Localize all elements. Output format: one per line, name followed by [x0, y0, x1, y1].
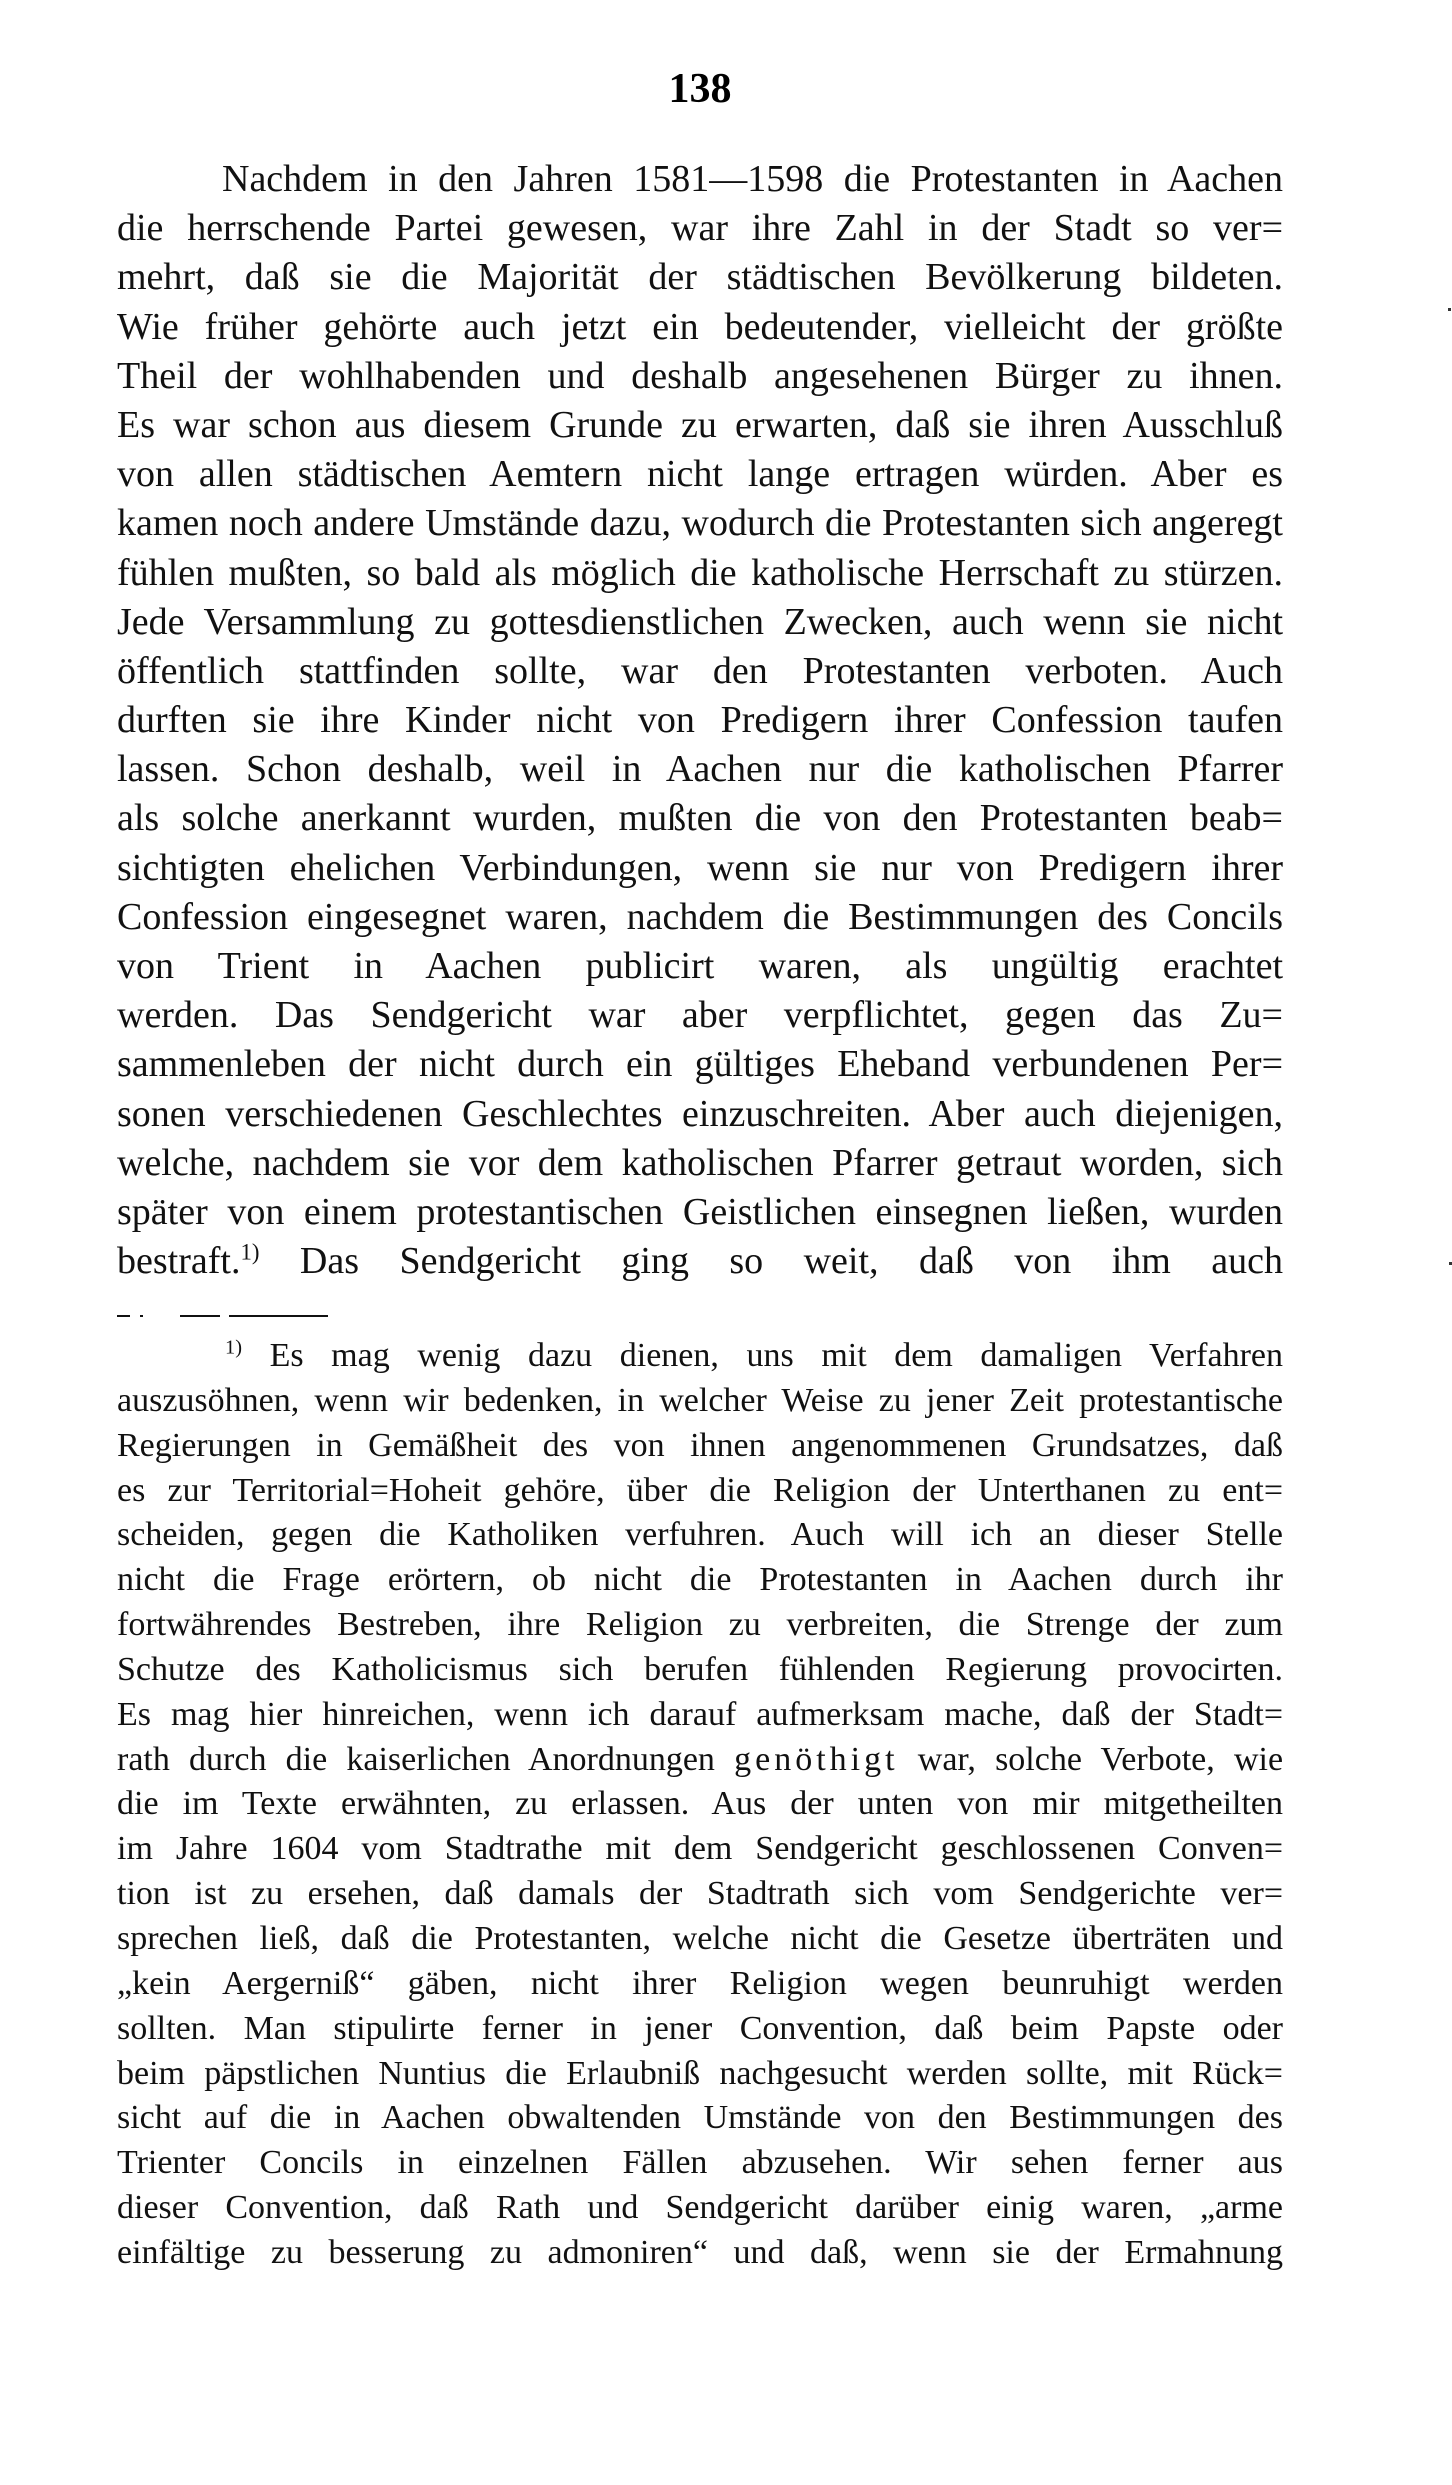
- footnote-line: einfältige zu besserung zu admoniren“ und daß, wenn sie der Ermahnung: [117, 2233, 1283, 2271]
- text-line: von Trient in Aachen publicirt waren, als ungültig erachtet: [117, 945, 1283, 987]
- footnote-line: Schutze des Katholicismus sich berufen fühlenden Regierung provocirten.: [117, 1650, 1283, 1688]
- text-line: sammenleben der nicht durch ein gültiges Eheband verbundenen Per=: [117, 1043, 1283, 1086]
- footnote-line: scheiden, gegen die Katholiken verfuhren. Auch will ich an dieser Stelle: [117, 1516, 1283, 1554]
- text-line: sonen verschiedenen Geschlechtes einzuschreiten. Aber auch diejenigen,: [117, 1092, 1283, 1135]
- footnote-line: sprechen ließ, daß die Protestanten, welche nicht die Gesetze überträten und: [117, 1919, 1283, 1957]
- text-line: die herrschende Partei gewesen, war ihre Zahl in der Stadt so ver=: [117, 207, 1283, 250]
- text-line: Confession eingesegnet waren, nachdem die Bestimmungen des Concils: [117, 895, 1283, 938]
- main-body-text: [117, 155, 1283, 1286]
- footnote-line: Es mag hier hinreichen, wenn ich darauf aufmerksam mache, daß der Stadt=: [117, 1695, 1283, 1733]
- text-line-with-footnote-ref: [117, 1237, 1283, 1286]
- emphasized-word: genöthigt: [734, 1740, 899, 1778]
- separator-segment: [180, 1315, 220, 1317]
- footnote-first-line: [117, 1334, 1283, 1379]
- text-line: Es war schon aus diesem Grunde zu erwarten, daß sie ihren Ausschluß: [117, 403, 1283, 446]
- text-line: kamen noch andere Umstände dazu, wodurch die Protestanten sich angeregt: [117, 502, 1283, 545]
- footnote-line: tion ist zu ersehen, daß damals der Stadtrath sich vom Sendgerichte ver=: [117, 1875, 1283, 1913]
- separator-segment: [117, 1315, 130, 1317]
- page-number: 138: [668, 66, 732, 112]
- text-fragment: Es mag wenig dazu dienen, uns mit dem damaligen Verfahren: [269, 1337, 1283, 1374]
- footnote-line: beim päpstlichen Nuntius die Erlaubniß nachgesucht werden sollte, mit Rück=: [117, 2054, 1283, 2092]
- scan-speck: [1448, 308, 1451, 311]
- footnote-line: Trienter Concils in einzelnen Fällen abzusehen. Wir sehen ferner aus: [117, 2144, 1283, 2182]
- footnote-line: sicht auf die in Aachen obwaltenden Umstände von den Bestimmungen des: [117, 2099, 1283, 2137]
- text-line: werden. Das Sendgericht war aber verpflichtet, gegen das Zu=: [117, 994, 1283, 1037]
- text-line: lassen. Schon deshalb, weil in Aachen nur die katholischen Pfarrer: [117, 748, 1283, 791]
- text-line: welche, nachdem sie vor dem katholischen Pfarrer getraut worden, sich: [117, 1141, 1283, 1184]
- text-fragment: rath durch die kaiserlichen Anordnungen: [117, 1740, 715, 1778]
- text-fragment: Das Sendgericht ging so weit, daß von ihm auch: [299, 1240, 1284, 1283]
- text-fragment: war, solche Verbote, wie: [917, 1740, 1284, 1778]
- footnote-line: auszusöhnen, wenn wir bedenken, in welcher Weise zu jener Zeit protestantische: [117, 1381, 1283, 1419]
- text-fragment: bestraft.: [117, 1240, 241, 1283]
- footnote-line-emphasis: [117, 1738, 1283, 1783]
- footnote-line: sollten. Man stipulirte ferner in jener Convention, daß beim Papste oder: [117, 2009, 1283, 2047]
- separator-segment: [229, 1315, 328, 1317]
- footnote-line: die im Texte erwähnten, zu erlassen. Aus der unten von mir mitgetheilten: [117, 1785, 1283, 1823]
- text-line: mehrt, daß sie die Majorität der städtischen Bevölkerung bildeten.: [117, 256, 1283, 299]
- text-line: Jede Versammlung zu gottesdienstlichen Zwecken, auch wenn sie nicht: [117, 600, 1283, 643]
- footnote-block: [117, 1334, 1283, 2276]
- footnote-line: Regierungen in Gemäßheit des von ihnen angenommenen Grundsatzes, daß: [117, 1426, 1283, 1464]
- footnote-marker: 1): [225, 1336, 242, 1359]
- text-line: öffentlich stattfinden sollte, war den Protestanten verboten. Auch: [117, 649, 1283, 692]
- footnote-line: fortwährendes Bestreben, ihre Religion zu verbreiten, die Strenge der zum: [117, 1606, 1283, 1644]
- footnote-line: dieser Convention, daß Rath und Sendgericht darüber einig waren, „arme: [117, 2189, 1283, 2227]
- text-line: von allen städtischen Aemtern nicht lange ertragen würden. Aber es: [117, 453, 1283, 496]
- footnote-line: „kein Aergerniß“ gäben, nicht ihrer Religion wegen beunruhigt werden: [117, 1964, 1283, 2002]
- text-line: später von einem protestantischen Geistlichen einsegnen ließen, wurden: [117, 1190, 1283, 1233]
- footnote-reference[interactable]: 1): [240, 1239, 260, 1265]
- text-line: fühlen mußten, so bald als möglich die katholische Herrschaft zu stürzen.: [117, 551, 1283, 594]
- paragraph-first-line: Nachdem in den Jahren 1581—1598 die Protestanten in Aachen: [222, 158, 1283, 200]
- footnote-line: im Jahre 1604 vom Stadtrathe mit dem Sendgericht geschlossenen Conven=: [117, 1830, 1283, 1868]
- separator-segment: [140, 1315, 143, 1317]
- footnote-line: nicht die Frage erörtern, ob nicht die Protestanten in Aachen durch ihr: [117, 1561, 1283, 1599]
- text-line: Theil der wohlhabenden und deshalb angesehenen Bürger zu ihnen.: [117, 354, 1283, 397]
- text-line: durften sie ihre Kinder nicht von Predigern ihrer Confession taufen: [117, 699, 1283, 742]
- text-line: sichtigten ehelichen Verbindungen, wenn sie nur von Predigern ihrer: [117, 846, 1283, 889]
- footnote-line: es zur Territorial=Hoheit gehöre, über die Religion der Unterthanen zu ent=: [117, 1471, 1283, 1509]
- text-line: Wie früher gehörte auch jetzt ein bedeutender, vielleicht der größte: [117, 305, 1283, 348]
- text-line: als solche anerkannt wurden, mußten die von den Protestanten beab=: [117, 797, 1283, 840]
